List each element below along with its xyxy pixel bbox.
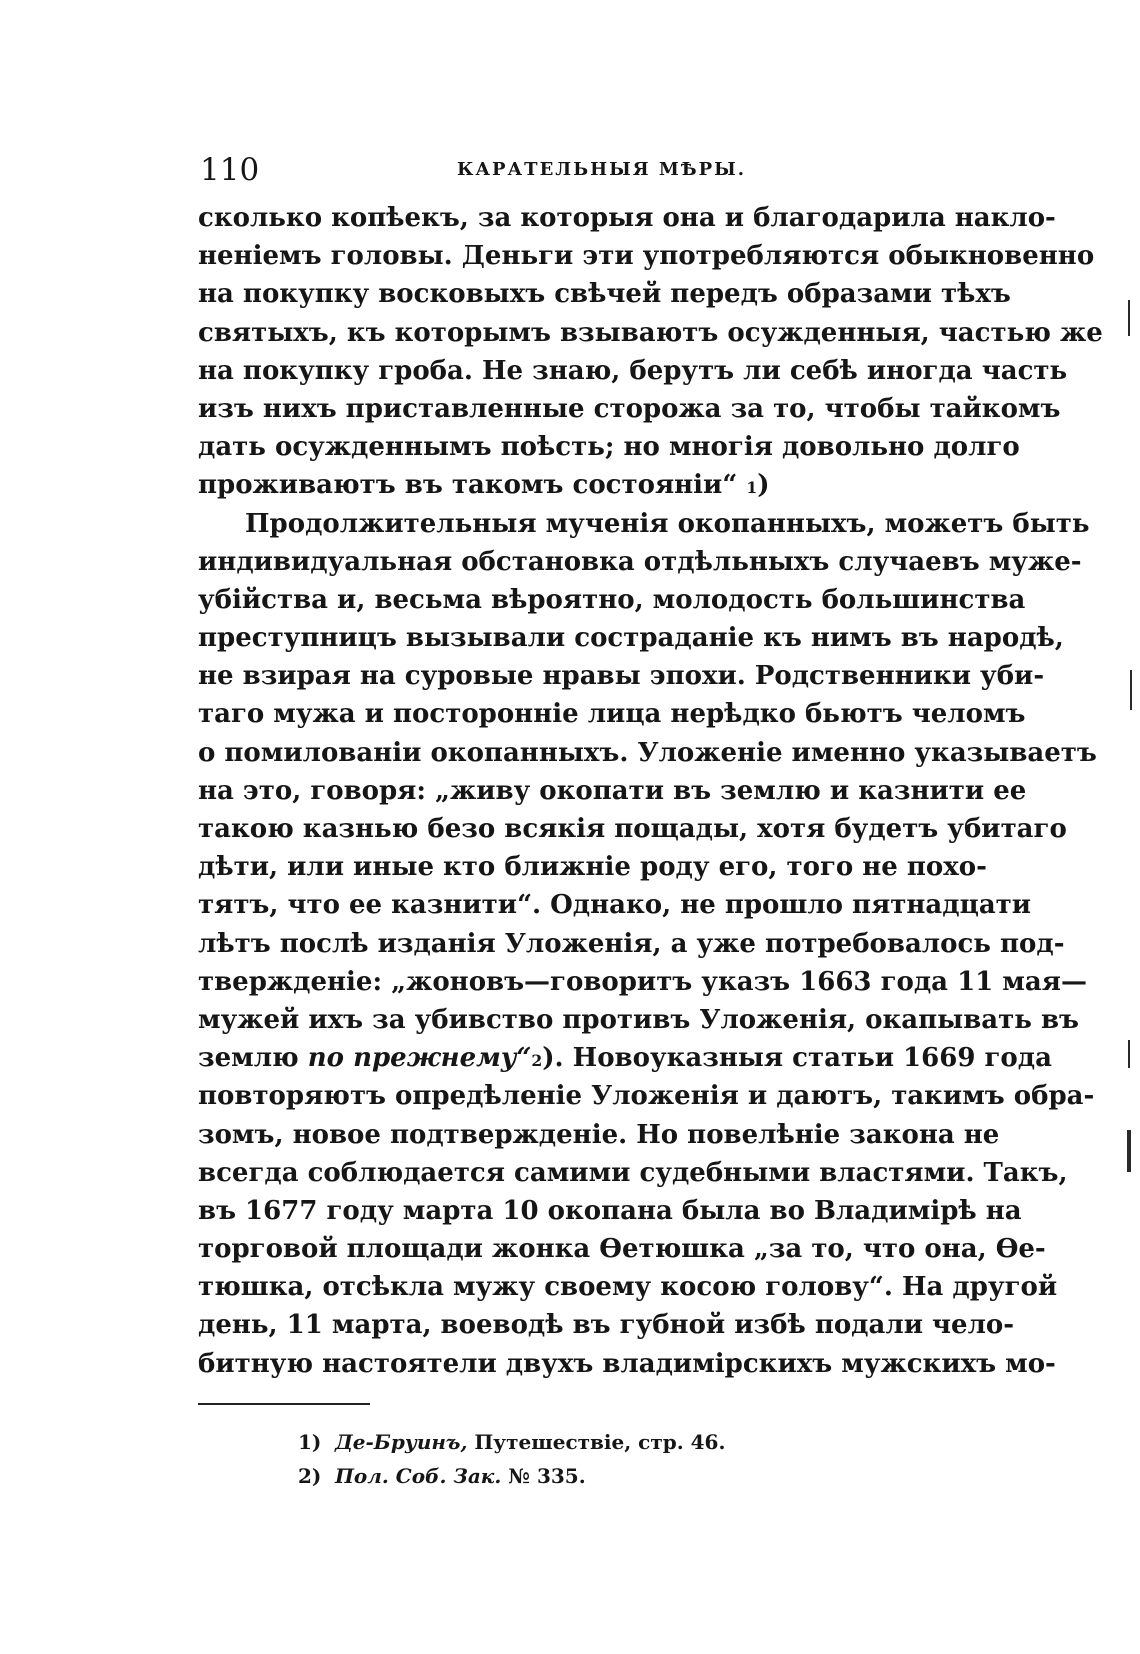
text-fragment: землю	[198, 1043, 299, 1074]
scan-edge-mark	[1130, 670, 1132, 710]
text-line: изъ нихъ приставленные сторожа за то, чтобы тайкомъ	[198, 393, 1061, 424]
footnote-text: № 335.	[508, 1464, 586, 1488]
text-line: тятъ, что ее казнити“. Однако, не прошло пятнадцати	[198, 890, 1032, 921]
footnote-text: Путешествіе, стр. 46.	[474, 1430, 726, 1454]
text-line: тюшка, отсѣкла мужу своему косою голову“. На другой	[198, 1272, 1058, 1303]
footnote-ref-2: 2	[531, 1051, 543, 1071]
text-fragment: ). Новоуказныя статьи 1669 года	[542, 1043, 1052, 1074]
body-text	[198, 199, 1103, 1383]
text-line: битную настоятели двухъ владимірскихъ мужскихъ мо-	[198, 1348, 1056, 1379]
text-line: убійства и, весьма вѣроятно, молодость большинства	[198, 584, 1026, 615]
text-line: индивидуальная обстановка отдѣльныхъ случаевъ муже-	[198, 546, 1082, 577]
footnote-1	[298, 1425, 725, 1459]
footnote-source: Пол. Соб. Зак.	[334, 1464, 502, 1488]
text-line: повторяютъ опредѣленіе Уложенія и даютъ, такимъ обра-	[198, 1081, 1095, 1112]
footnote-marker: 2)	[298, 1464, 322, 1488]
footnote-author: Де-Бруинъ,	[334, 1430, 468, 1454]
text-line-with-footnote	[198, 1039, 1052, 1077]
page-number: 110	[200, 152, 260, 188]
footnote-divider	[198, 1403, 370, 1405]
text-line: зомъ, новое подтвержденіе. Но повелѣніе закона не	[198, 1119, 1000, 1150]
text-line: не взирая на суровые нравы эпохи. Родственники уби-	[198, 661, 1045, 692]
text-line: торговой площади жонка Өетюшка „за то, что она, Өе-	[198, 1234, 1046, 1265]
scan-edge-mark	[1127, 1130, 1131, 1172]
text-fragment: проживаютъ въ такомъ состояніи“	[198, 470, 738, 501]
text-line-paragraph-start: Продолжительныя мученія окопанныхъ, можетъ быть	[245, 508, 1090, 539]
text-line: преступницъ вызывали состраданіе къ нимъ въ народѣ,	[198, 623, 1064, 654]
text-line: дѣти, или иные кто ближніе роду его, того не похо-	[198, 852, 987, 883]
footnotes	[298, 1425, 725, 1493]
text-line: на это, говоря: „живу окопати въ землю и казнити ее	[198, 775, 1027, 806]
text-line: дать осужденнымъ поѣсть; но многія довольно долго	[198, 432, 1020, 463]
footnote-marker: 1)	[298, 1430, 322, 1454]
text-line: твержденіе: „жоновъ—говоритъ указъ 1663 года 11 мая—	[198, 966, 1087, 997]
text-line: святыхъ, къ которымъ взываютъ осужденныя, частью же	[198, 317, 1103, 348]
text-line: сколько копѣекъ, за которыя она и благодарила накло-	[198, 203, 1056, 233]
text-line: неніемъ головы. Деньги эти употребляются обыкновенно	[198, 241, 1095, 272]
text-line: таго мужа и посторонніе лица нерѣдко бьютъ челомъ	[198, 699, 1026, 730]
italic-phrase: по прежнему“	[307, 1043, 532, 1074]
closing-paren: )	[757, 470, 770, 501]
text-line-paragraph-end	[198, 466, 964, 504]
scan-edge-mark	[1128, 300, 1130, 336]
footnote-2	[298, 1459, 725, 1493]
text-line: такою казнью безо всякія пощады, хотя будетъ убитаго	[198, 814, 1067, 844]
text-line: всегда соблюдается самими судебными властями. Такъ,	[198, 1157, 1068, 1188]
page-header	[200, 150, 963, 190]
running-title: КАРАТЕЛЬНЫЯ МѢРЫ.	[456, 159, 747, 180]
text-line: лѣтъ послѣ изданія Уложенія, а уже потребовалось под-	[198, 928, 1065, 959]
text-line: день, 11 марта, воеводѣ въ губной избѣ подали чело-	[198, 1310, 1015, 1341]
footnote-ref-1: 1	[746, 478, 758, 498]
text-line: на покупку гроба. Не знаю, берутъ ли себѣ иногда часть	[198, 355, 1068, 386]
text-line: мужей ихъ за убивство противъ Уложенія, окапывать въ	[198, 1004, 1079, 1035]
text-line: на покупку восковыхъ свѣчей передъ образами тѣхъ	[198, 279, 1011, 310]
scan-edge-mark	[1128, 1040, 1130, 1068]
text-line: въ 1677 году марта 10 окопана была во Владимірѣ на	[198, 1195, 1022, 1226]
text-line: о помилованіи окопанныхъ. Уложеніе именно указываетъ	[198, 737, 1097, 768]
